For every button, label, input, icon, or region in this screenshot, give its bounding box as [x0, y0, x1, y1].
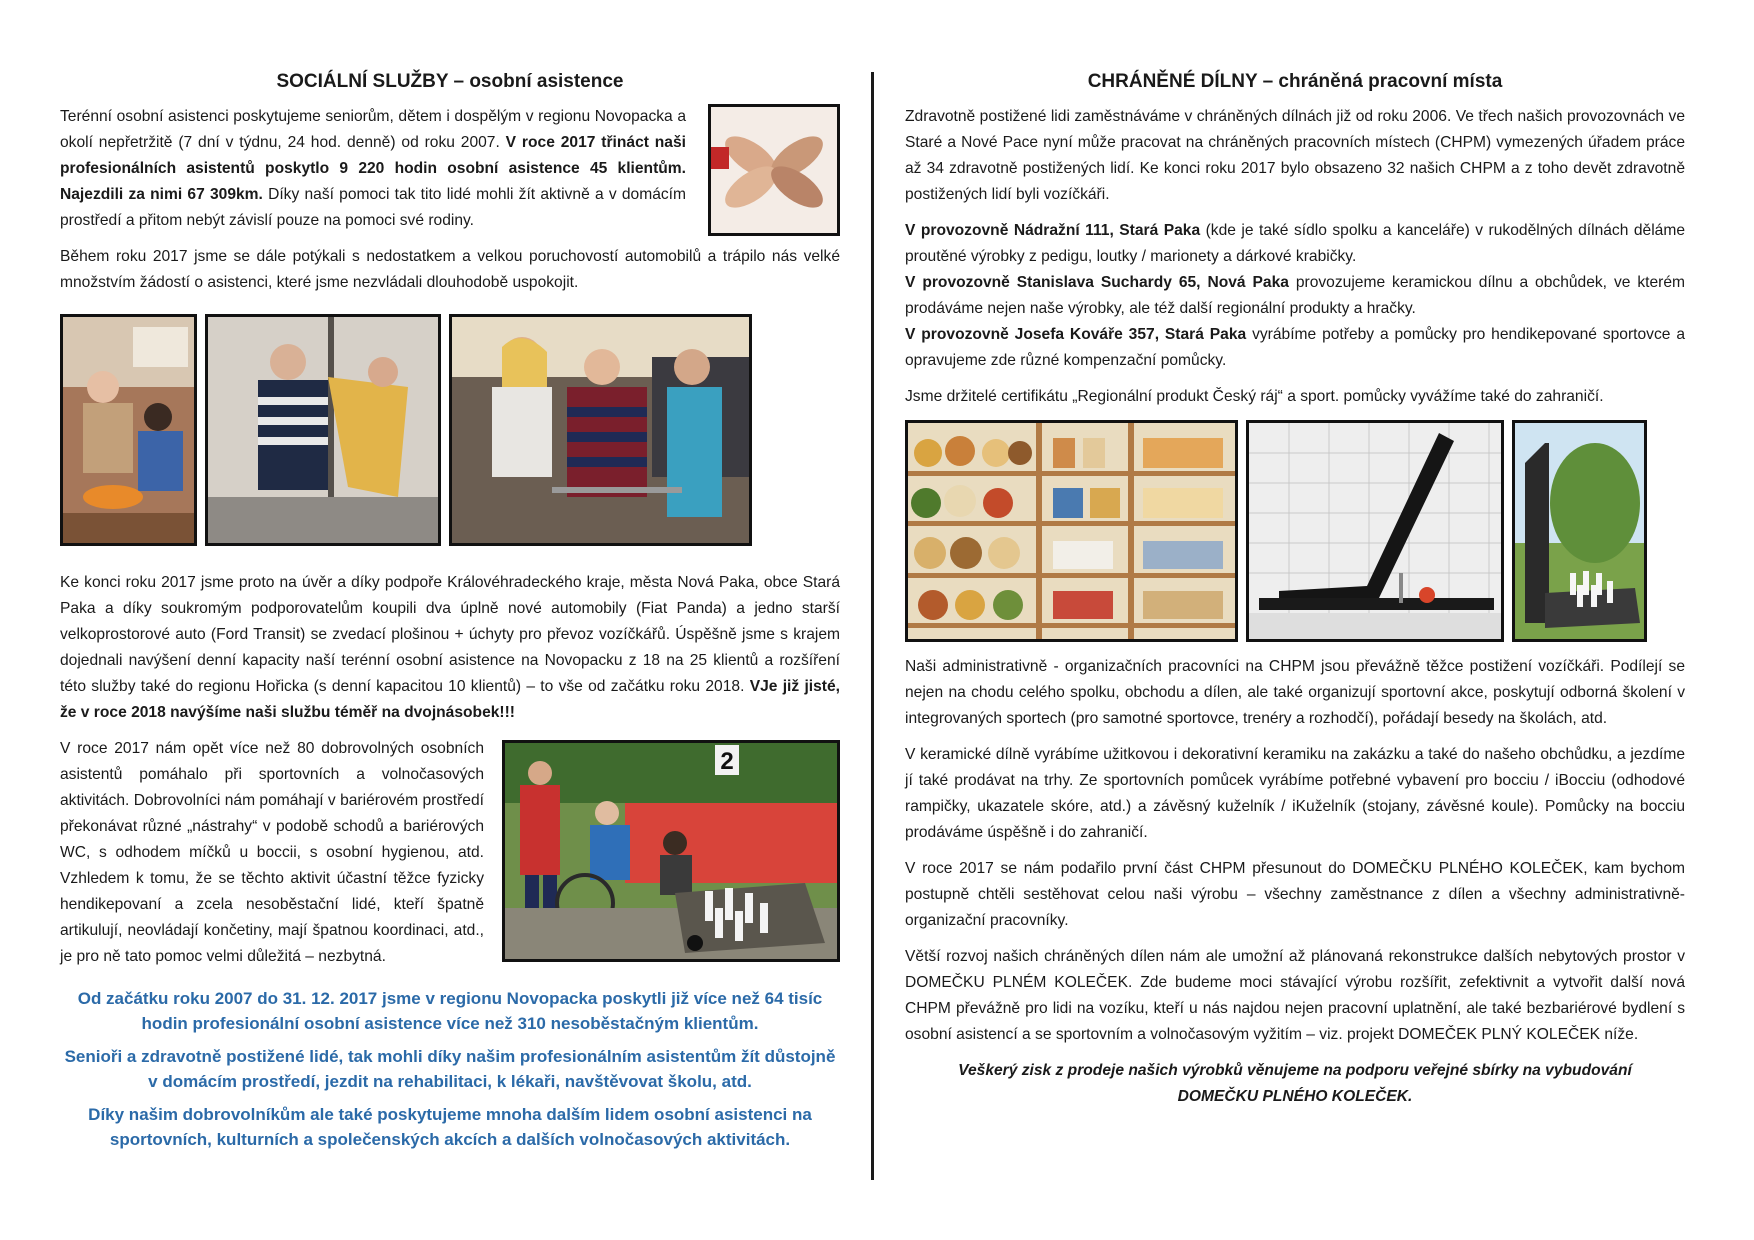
left-paragraph-2: Během roku 2017 jsme se dále potýkali s nedostatkem a velkou poruchovostí automobilů a trápilo nás velké množstvím žádostí o asistenci, které jsme nezvládali dlouhodobě uspokojit.	[60, 248, 840, 291]
left-column	[60, 70, 840, 1160]
right-admin-paragraph: Naši administrativně - organizačních pracovníci na CHPM jsou převážně těžce postižení vozíčkáři. Podílejí se nejen na chodu celého spolku, obchodu a dílen, ale také organizují sportovní akce, poskytují odborná školení v integrovaných sportech (pro samotné sportovce, trenéry a rozhodčí), pořádají besedy na školách, atd.	[905, 658, 1685, 727]
photo-boccia-ramp	[1246, 420, 1504, 642]
left-volunteers-paragraph: V roce 2017 nám opět více než 80 dobrovolných osobních asistentů pomáhalo při sportovních a volnočasových aktivitách. Dobrovolníci nám pomáhají v bariérovém prostředí překonávat různé „nástrahy“ v podobě schodů a bariérových WC, s odhodem míčků u boccii, s osobní hygienou, atd. Vzhledem k tomu, že se těchto aktivit účastní těžce fyzicky hendikepovaní a zcela nesoběstační lidé, kteří špatně artikulují, neovládají končetiny, mají špatnou koordinaci, atd., je pro ně tato pomoc velmi důležitá – nezbytná.	[60, 740, 484, 965]
photo-bowling-stand	[1512, 420, 1647, 642]
left-photos-row	[60, 306, 840, 554]
right-intro-paragraph: Zdravotně postižené lidi zaměstnáváme v chráněných dílnách již od roku 2006. Ve třech našich provozovnách ve Staré a Nové Pace nyní může pracovat na chráněných pracovních místech (CHPM) vymezených úřadem práce až 34 zdravotně postižených lidí. Ke konci roku 2017 bylo obsazeno 32 našich CHPM a z toho devět zdravotně postižených lidí byli vozíčkáři.	[905, 108, 1685, 203]
right-ceramics-paragraph: V keramické dílně vyrábíme užitkovou i dekorativní keramiku na zakázku a také do našeho obchůdku, a jezdíme jí také prodávat na trhy. Ze sportovních pomůcek vyrábíme potřebné vybavení pro bocciu / iBocciu (odhodové rampičky, ukazatele skóre, atd.) a závěsný kuželník / iKuželník (stojany, závěsné koule). Pomůcky na bocciu prodáváme úspěšně i do zahraničí.	[905, 746, 1685, 841]
closing-line-1: Veškerý zisk z prodeje našich výrobků věnujeme na podporu veřejné sbírky na vybudování	[958, 1062, 1632, 1079]
hands-photo	[708, 104, 840, 236]
certificate-paragraph: Jsme držitelé certifikátu „Regionální produkt Český ráj“ a sport. pomůcky vyvážíme také do zahraničí.	[905, 388, 1604, 405]
right-closing	[905, 1058, 1685, 1110]
sign-number: 2	[720, 748, 734, 775]
column-divider	[871, 72, 874, 1180]
workshop-suchardy: V provozovně Stanislava Suchardy 65, Nová Paka provozujeme keramickou dílnu a obchůdek, ve kterém prodáváme nejen naše výrobky, ale též další regionální produkty a hračky.	[905, 274, 1685, 317]
left-title: SOCIÁLNÍ SLUŽBY – osobní asistence	[276, 71, 624, 92]
photo-walker-rehab	[449, 314, 752, 546]
left-highlight-3: Díky našim dobrovolníkům ale také poskytujeme mnoha dalším lidem osobní asistenci na sportovních, kulturních a společenských akcích a dalších volnočasových aktivitách.	[88, 1105, 812, 1149]
right-expansion-paragraph: Větší rozvoj našich chráněných dílen nám ale umožní až plánovaná rekonstrukce dalších nebytových prostor v DOMEČKU PLNÉM KOLEČEK. Zde budeme moci stávající výrobu rozšířit, zefektivnit a vytvořit další nová CHPM převážně pro lidi na vozíku, kteří u nás najdou nejen pracovní uplatnění, ale také bezbariérové bydlení s osobní asistencí a se sportovním a volnočasovým vyžitím – viz. projekt DOMEČEK PLNÝ KOLEČEK níže.	[905, 948, 1685, 1043]
left-highlight-1: Od začátku roku 2007 do 31. 12. 2017 jsme v regionu Novopacka poskytli již více než 64 tisíc hodin profesionální osobní asistence více než 310 nesoběstačným klientům.	[77, 989, 823, 1033]
workshop-kovare: V provozovně Josefa Kováře 357, Stará Paka vyrábíme potřeby a pomůcky pro hendikepované sportovce a opravujeme zde různé kompenzační pomůcky.	[905, 326, 1685, 369]
left-highlight-2: Senioři a zdravotně postižené lidé, tak mohli díky našim profesionálním asistentům žít důstojně v domácím prostředí, jezdit na rehabilitaci, k lékaři, navštěvovat školu, atd.	[64, 1047, 836, 1091]
right-title: CHRÁNĚNÉ DÍLNY – chráněná pracovní místa	[1087, 71, 1503, 92]
photo-bowling-wheelchair	[502, 740, 840, 962]
left-vehicles-paragraph: Ke konci roku 2017 jsme proto na úvěr a díky podpoře Královéhradeckého kraje, města Nová Paka, obce Stará Paka a díky soukromým podporovatelům koupili dva úplně nové automobily (Fiat Panda) a jedno starší velkoprostorové auto (Ford Transit) se zvedací plošinou + úchyty pro převoz vozíčkářů. Úspěšně jsme s krajem dojednali navýšení denní kapacity naší terénní osobní asistence na Novopacku z 18 na 25 klientů a rozšíření této služby také do regionu Hořicka (s denní kapacitou 10 klientů) – to vše od začátku roku 2018. VJe již jisté, že v roce 2018 navýšíme naši službu téměř na dvojnásobek!!!	[60, 574, 840, 721]
photo-hoist-transfer	[205, 314, 441, 546]
photo-home-care	[60, 314, 197, 546]
closing-line-2: DOMEČKU PLNÉHO KOLEČEK.	[1177, 1088, 1413, 1105]
right-domecek-paragraph: V roce 2017 se nám podařilo první část CHPM přesunout do DOMEČKU PLNÉHO KOLEČEK, kam bychom postupně chtěli sestěhovat celou naši výrobu – všechny zaměstnance z dílen a všechny administrativně-organizační pracovníky.	[905, 860, 1685, 929]
right-column	[905, 70, 1685, 1110]
left-intro-paragraph: Terénní osobní asistenci poskytujeme seniorům, dětem i dospělým v regionu Novopacka a okolí nepřetržitě (7 dní v týdnu, 24 hod. denně) od roku 2007. V roce 2017 třináct naši profesionálních asistentů poskytlo 9 220 hodin osobní asistence 45 klientům. Najezdili za nimi 67 309km. Díky naší pomoci tak tito lidé mohli žít aktivně a v domácím prostředí a přitom nebýt závislí pouze na pomoci své rodiny.	[60, 108, 686, 229]
workshop-nadrazni: V provozovně Nádražní 111, Stará Paka (kde je také sídlo spolku a kanceláře) v rukodělných dílnách děláme proutěné výrobky z pedigu, loutky / marionety a dárkové krabičky.	[905, 222, 1685, 265]
right-photos-row	[905, 420, 1685, 644]
photo-ceramics-shelves	[905, 420, 1238, 642]
